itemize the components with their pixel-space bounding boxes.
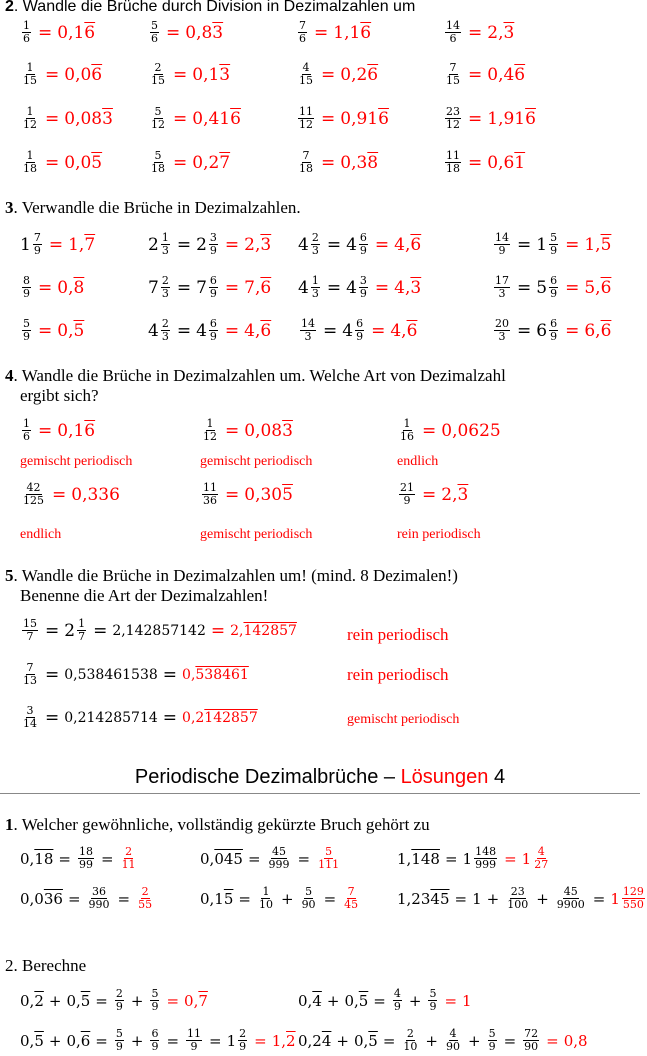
- q2-r3-c4: $\frac{23}{12}$ = 1,91 6: [446, 105, 536, 131]
- q5-row-2: $\frac{7}{13}$ = 0,538461538 = 0, 538461: [23, 661, 249, 687]
- q2-r1-c3: $\frac{7}{6}$ = 1,1 6: [299, 19, 372, 45]
- s1-d: 0,0 36 = $\frac{36}{990}$ = $\frac{2}{55}$: [20, 885, 153, 911]
- q3-r2-c3: 4 $\frac{1}{3}$ = 4 $\frac{3}{9}$ = 4, 3: [298, 274, 422, 300]
- q4-item-3: $\frac{1}{16}$ = 0,0625: [400, 417, 501, 443]
- q4-note-2: gemischt periodisch: [200, 454, 313, 469]
- s1-e: 0,1 5 = $\frac{1}{10}$ + $\frac{5}{90}$ = $\frac{7}{45}$: [200, 885, 359, 911]
- q2-r3-c3: $\frac{11}{12}$ = 0,91 6: [299, 105, 389, 131]
- q2-r1-c1: $\frac{1}{6}$ = 0,1 6: [23, 19, 96, 45]
- q5-note-3: gemischt periodisch: [347, 712, 460, 727]
- s2-b: 0, 4 + 0, 5 = $\frac{4}{9}$ + $\frac{5}{9}$ = 1: [298, 987, 472, 1013]
- q4-item-4: $\frac{42}{125}$ = 0,336: [23, 481, 120, 507]
- q2-r4-c3: $\frac{7}{18}$ = 0,3 8: [299, 149, 379, 175]
- q4-item-2: $\frac{1}{12}$ = 0,08 3: [203, 417, 293, 443]
- q2-r2-c3: $\frac{4}{15}$ = 0,2 6: [299, 61, 379, 87]
- q3-heading: 3. Verwandle die Brüche in Dezimalzahlen.: [5, 198, 301, 217]
- s2-a: 0, 2 + 0, 5 = $\frac{2}{9}$ + $\frac{5}{9}$ = 0, 7: [20, 987, 208, 1013]
- q4-heading: 4. Wandle die Brüche in Dezimalzahlen um. Welche Art von Dezimalzahl ergibt sich?: [5, 366, 506, 405]
- q3-r3-c3: $\frac{14}{3}$ = 4 $\frac{6}{9}$ = 4, 6: [301, 317, 418, 343]
- q3-r2-c4: $\frac{17}{3}$ = 5 $\frac{6}{9}$ = 5, 6: [495, 274, 612, 300]
- q3-r3-c2: 4 $\frac{2}{3}$ = 4 $\frac{6}{9}$ = 4, 6: [148, 317, 272, 343]
- q3-r1-c1: 1 $\frac{7}{9}$ = 1, 7: [20, 231, 96, 257]
- q2-r4-c4: $\frac{11}{18}$ = 0,6 1: [446, 149, 526, 175]
- q5-row-3: $\frac{3}{14}$ = 0,214285714 = 0,2 142857: [23, 704, 258, 730]
- q3-r3-c1: $\frac{5}{9}$ = 0, 5: [23, 317, 85, 343]
- q4-note-6: rein periodisch: [397, 527, 481, 542]
- q4-note-4: endlich: [20, 527, 62, 542]
- s1-c: 1, 148 = 1 $\frac{148}{999}$ = 1 $\frac{4}{27}$: [397, 845, 549, 871]
- s1-heading: 1. Welcher gewöhnliche, vollständig gekürzte Bruch gehört zu: [5, 815, 430, 834]
- q2-r2-c1: $\frac{1}{15}$ = 0,0 6: [23, 61, 103, 87]
- s1-a: 0, 18 = $\frac{18}{99}$ = $\frac{2}{11}$: [20, 845, 136, 871]
- q5-row-1: $\frac{15}{7}$ = 2 $\frac{1}{7}$ = 2,142857142 = 2, 142857: [23, 617, 297, 643]
- s2-d: 0,2 4 + 0, 5 = $\frac{2}{10}$ + $\frac{4}{90}$ + $\frac{5}{9}$ = $\frac{72}{90}$ = 0,8: [298, 1027, 588, 1053]
- q4-item-1: $\frac{1}{6}$ = 0,1 6: [23, 417, 96, 443]
- q4-note-5: gemischt periodisch: [200, 527, 313, 542]
- s2-c: 0, 5 + 0, 6 = $\frac{5}{9}$ + $\frac{6}{9}$ = $\frac{11}{9}$ = 1 $\frac{2}{9}$ = 1, 2: [20, 1027, 296, 1053]
- q4-item-5: $\frac{11}{36}$ = 0,30 5: [203, 481, 293, 507]
- q4-note-3: endlich: [397, 454, 439, 469]
- q5-note-1: rein periodisch: [347, 625, 449, 644]
- s1-b: 0, 045 = $\frac{45}{999}$ = $\frac{5}{111}$: [200, 845, 340, 871]
- page-title: Periodische Dezimalbrüche – Lösungen 4: [134, 766, 506, 788]
- q2-heading: 2. Wandle die Brüche durch Division in Dezimalzahlen um: [5, 0, 416, 15]
- q3-r1-c2: 2 $\frac{1}{3}$ = 2 $\frac{3}{9}$ = 2, 3: [148, 231, 272, 257]
- s1-f: 1,23 45 = 1 + $\frac{23}{100}$ + $\frac{45}{9900}$ = 1 $\frac{129}{550}$: [397, 885, 644, 911]
- title-divider: [0, 793, 640, 794]
- q3-r2-c1: $\frac{8}{9}$ = 0, 8: [23, 274, 85, 300]
- q2-r2-c4: $\frac{7}{15}$ = 0,4 6: [446, 61, 526, 87]
- s2-heading: 2. Berechne: [5, 956, 87, 975]
- q4-item-6: $\frac{21}{9}$ = 2, 3: [400, 481, 469, 507]
- q5-note-2: rein periodisch: [347, 665, 449, 684]
- q5-heading: 5. Wandle die Brüche in Dezimalzahlen um! (mind. 8 Dezimalen!) Benenne die Art der Dezimalzahlen!: [5, 566, 458, 605]
- q2-r4-c2: $\frac{5}{18}$ = 0,2 7: [151, 149, 231, 175]
- q2-r1-c4: $\frac{14}{6}$ = 2, 3: [446, 19, 515, 45]
- q2-r1-c2: $\frac{5}{6}$ = 0,8 3: [151, 19, 224, 45]
- q2-r2-c2: $\frac{2}{15}$ = 0,1 3: [151, 61, 231, 87]
- q2-r3-c2: $\frac{5}{12}$ = 0,41 6: [151, 105, 241, 131]
- q2-r3-c1: $\frac{1}{12}$ = 0,08 3: [23, 105, 113, 131]
- q3-r1-c3: 4 $\frac{2}{3}$ = 4 $\frac{6}{9}$ = 4, 6: [298, 231, 422, 257]
- q3-r2-c2: 7 $\frac{2}{3}$ = 7 $\frac{6}{9}$ = 7, 6: [148, 274, 272, 300]
- q4-note-1: gemischt periodisch: [20, 454, 133, 469]
- q3-r1-c4: $\frac{14}{9}$ = 1 $\frac{5}{9}$ = 1, 5: [495, 231, 612, 257]
- q2-r4-c1: $\frac{1}{18}$ = 0,0 5: [23, 149, 103, 175]
- q3-r3-c4: $\frac{20}{3}$ = 6 $\frac{6}{9}$ = 6, 6: [495, 317, 612, 343]
